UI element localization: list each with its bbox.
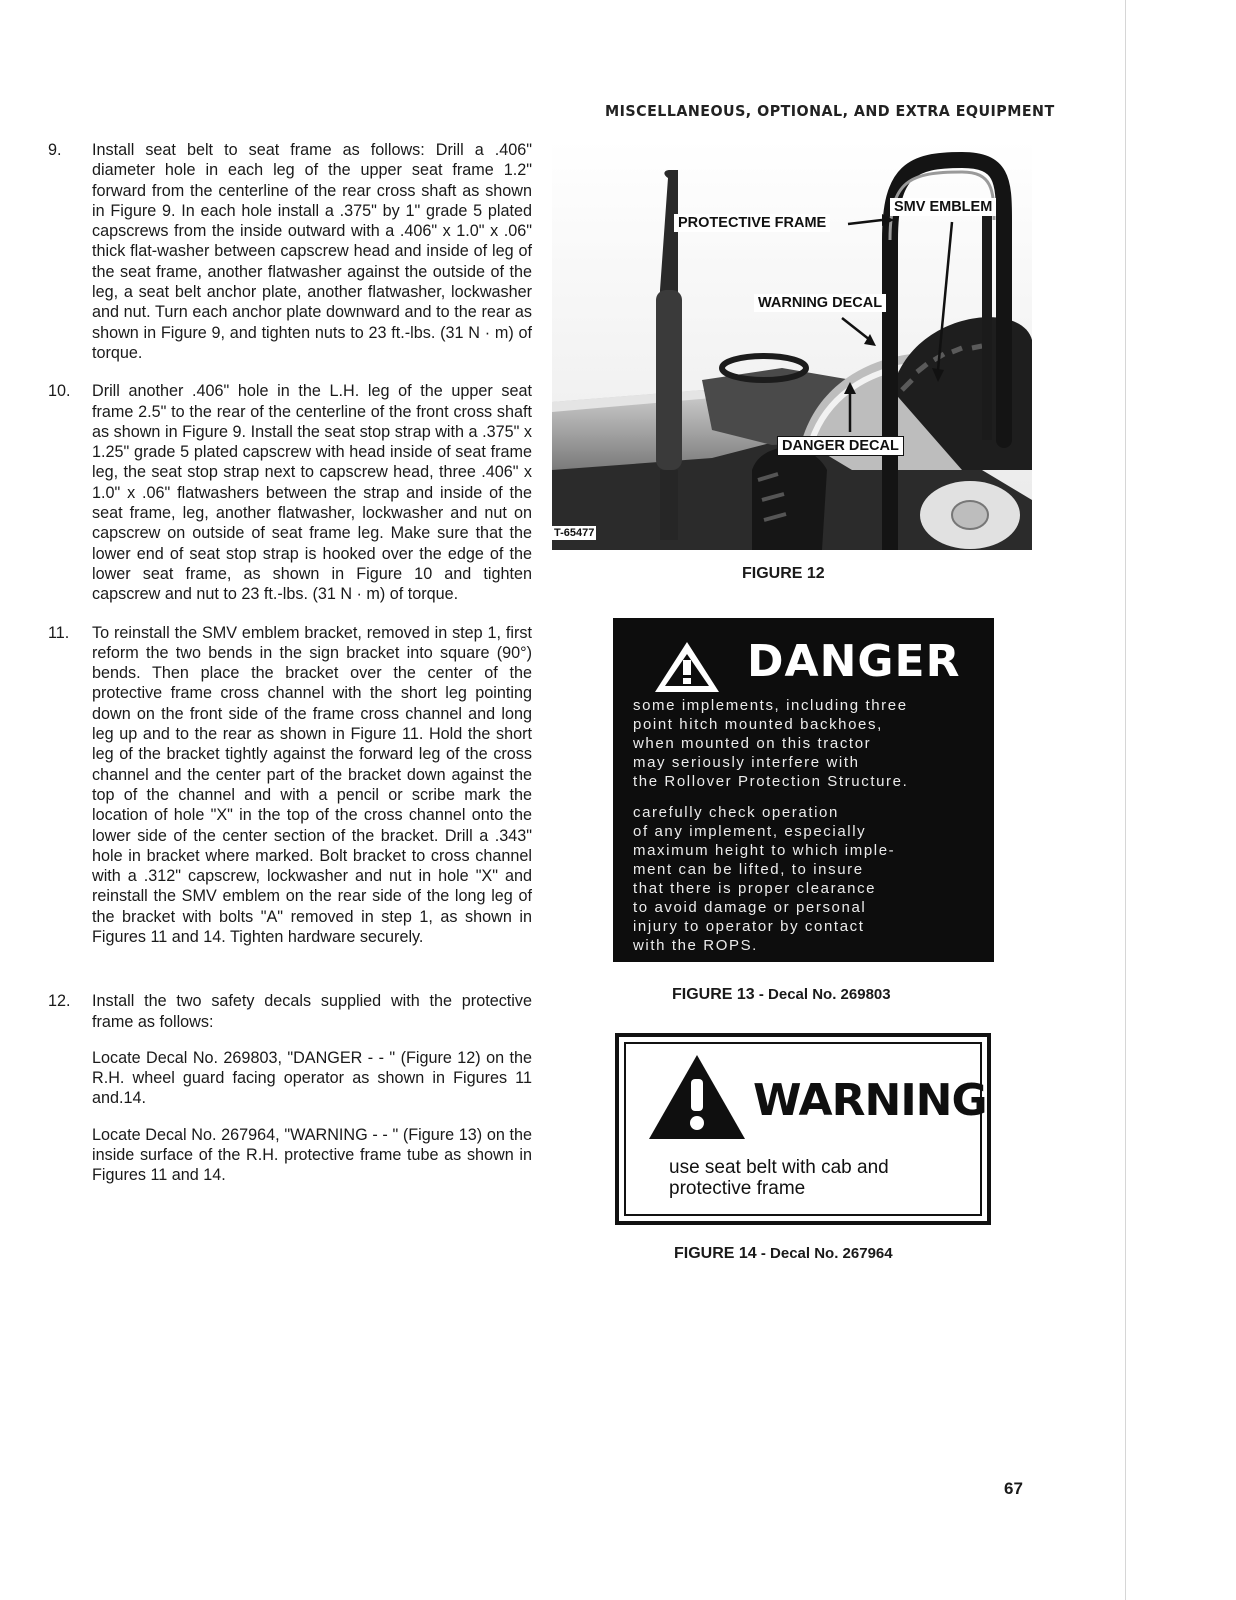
step-number: 12. xyxy=(48,992,71,1011)
danger-decal xyxy=(613,618,994,962)
step-number: 9. xyxy=(48,141,62,159)
warning-decal-label: WARNING DECAL xyxy=(754,294,886,312)
step-11 xyxy=(40,623,532,948)
step-9 xyxy=(40,140,532,363)
instruction-column xyxy=(40,140,532,1186)
danger-paragraph: carefully check operation of any implement, especially maximum height to which imple- ment can be lifted, to insure that there is proper clearance to avoid damage or personal injury to operator by contact with the ROPS. xyxy=(633,804,896,954)
figure-12-caption: FIGURE 12 xyxy=(742,565,825,582)
photo-reference-number: T-65477 xyxy=(554,527,595,539)
step-10 xyxy=(40,381,532,604)
danger-decal-label: DANGER DECAL xyxy=(777,436,904,456)
figure-13-label: FIGURE 13 xyxy=(672,986,755,1003)
danger-word: DANGER xyxy=(747,636,961,687)
danger-paragraph: some implements, including three point hitch mounted backhoes, when mounted on this tractor may seriously interfere with the Rollover Protection Structure. xyxy=(633,697,909,790)
figure-14-decal-number: - Decal No. 267964 xyxy=(756,1245,893,1262)
warning-message: use seat belt with cab and protective frame xyxy=(669,1157,889,1199)
step-12 xyxy=(40,991,532,1185)
page-number: 67 xyxy=(1004,1479,1023,1498)
step-text: Drill another .406" hole in the L.H. leg of the upper seat frame 2.5" to the rear of the centerline of the front cross shaft as shown in Figure 9. Install the seat stop strap with a .375" x 1.25" grade 5 plated capscrew with head inside of seat frame leg, the seat stop strap next to capscrew head, three .406" x 1.0" x .06" flatwashers between the strap and inside of the seat frame, leg, another flatwasher, lockwasher and nut on capscrew on outside of seat frame leg. Make sure that the lower end of seat stop strap is hooked over the edge of the lower seat frame, as shown in Figure 10 and tighten capscrew and nut to 23 ft.-lbs. (31 N · m) of torque. xyxy=(92,382,532,604)
figure-13-caption xyxy=(672,986,891,1004)
figure-12-photo xyxy=(552,140,1032,550)
step-text: To reinstall the SMV emblem bracket, removed in step 1, first reform the two bends in the sign bracket into square (90°) bends. Then place the bracket over the center of the protective frame cross channel with the short leg pointing down on the front side of the frame cross channel and long leg up and to the rear as shown in Figure 11. Hold the short leg of the bracket tightly against the forward leg of the cross channel and the center part of the bracket down against the top of the channel and with a pencil or scribe mark the location of hole "X" in the top of the cross channel onto the lower side of the center section of the bracket. Drill a .343" hole in bracket where marked. Bolt bracket to cross channel with a .312" capscrew, lockwasher and nut in hole "X" and reinstall the SMV emblem on the rear side of the long leg of the bracket with bolts "A" removed in step 1, as shown in Figures 11 and 14. Tighten hardware securely. xyxy=(92,623,532,946)
step-subparagraph-warning-decal: Locate Decal No. 267964, "WARNING - - " (Figure 13) on the inside surface of the R.H. protective frame tube as shown in Figures 11 and 14. xyxy=(92,1125,532,1185)
step-text: Install seat belt to seat frame as follows: Drill a .406" diameter hole in each leg of the upper seat frame 1.2" forward from the centerline of the rear cross shaft as shown in Figure 9. In each hole install a .375" by 1" grade 5 plated capscrews from the inside outward with a .406" x 1.0" x .06" thick flat-washer between capscrew head and inside of leg of the seat frame, another flatwasher against the outside of the leg, a seat belt anchor plate, another flatwasher, lockwasher and nut. Turn each anchor plate downward and to the rear as shown in Figure 9, and tighten nuts to 23 ft.-lbs. (31 N · m) of torque. xyxy=(92,141,532,362)
protective-frame-label: PROTECTIVE FRAME xyxy=(674,214,830,232)
running-head: MISCELLANEOUS, OPTIONAL, AND EXTRA EQUIPMENT xyxy=(605,102,1055,120)
warning-triangle-icon xyxy=(653,640,721,694)
scan-edge-line xyxy=(1125,0,1126,1600)
figure-14-caption xyxy=(674,1245,893,1263)
step-number: 10. xyxy=(48,382,71,401)
warning-decal xyxy=(615,1033,991,1225)
step-text: Install the two safety decals supplied with the protective frame as follows: xyxy=(92,992,532,1031)
step-number: 11. xyxy=(48,623,70,642)
warning-triangle-icon xyxy=(647,1053,747,1141)
step-subparagraph-danger-decal: Locate Decal No. 269803, "DANGER - - " (Figure 12) on the R.H. wheel guard facing operator as shown in Figures 11 and.14. xyxy=(92,1048,532,1108)
smv-emblem-label: SMV EMBLEM xyxy=(890,198,996,216)
warning-word: WARNING xyxy=(753,1075,987,1126)
figure-13-decal-number: - Decal No. 269803 xyxy=(754,986,891,1003)
danger-message xyxy=(633,696,983,955)
figure-14-label: FIGURE 14 xyxy=(674,1245,757,1262)
